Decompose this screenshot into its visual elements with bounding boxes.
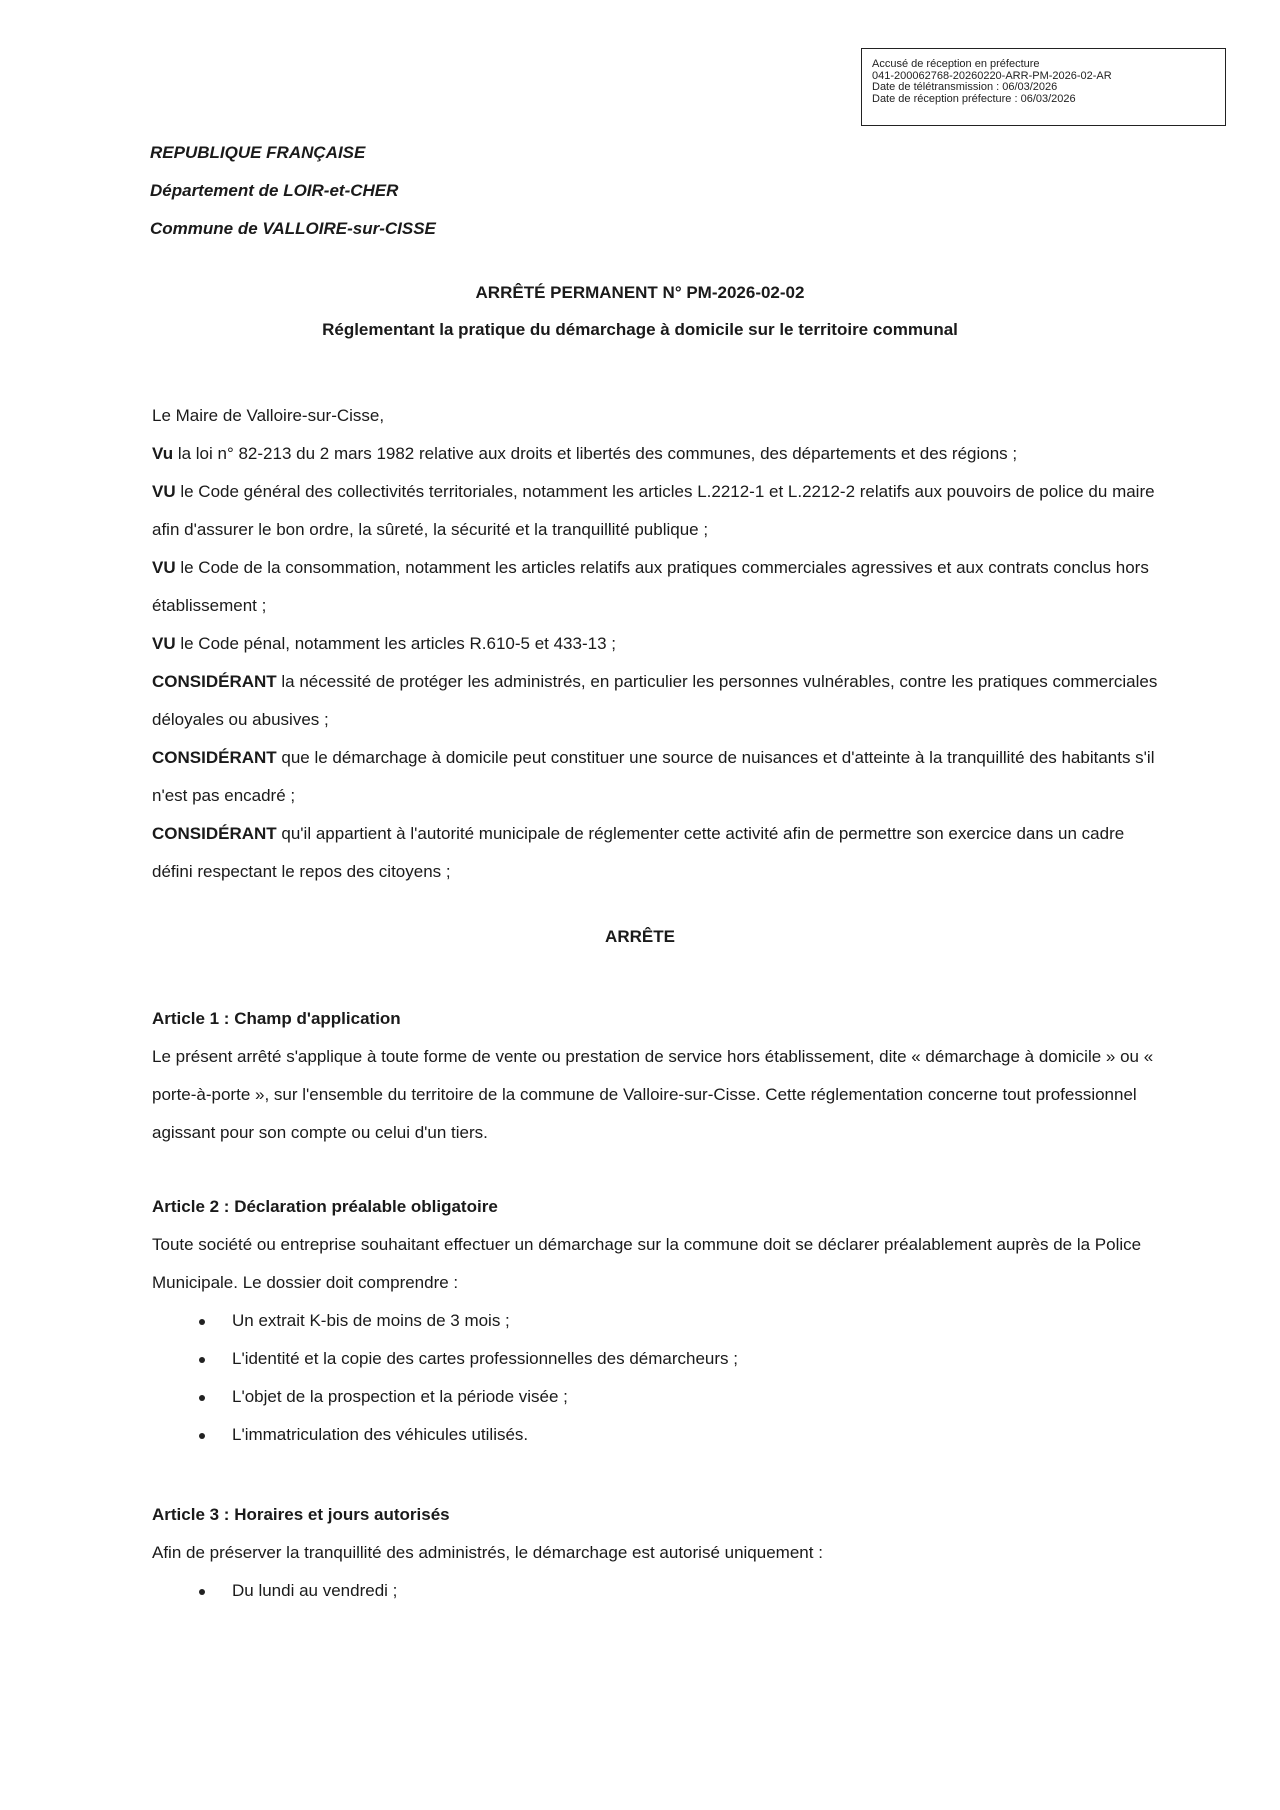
list-item [152,1378,1162,1416]
preamble-text: que le démarchage à domicile peut constituer une source de nuisances et d'atteinte à la tranquillité des habitants s'il n'est pas encadré ; [152,748,1155,805]
preamble [152,397,1162,891]
department-label: Département de LOIR-et-CHER [150,181,399,200]
preamble-keyword: CONSIDÉRANT [152,748,277,767]
preamble-keyword: CONSIDÉRANT [152,824,277,843]
preamble-text: la loi n° 82-213 du 2 mars 1982 relative aux droits et libertés des communes, des départements et des régions ; [173,444,1018,463]
prefecture-receipt-stamp [861,48,1226,126]
preamble-text: le Code de la consommation, notamment les articles relatifs aux pratiques commerciales agressives et aux contrats conclus hors établissement ; [152,558,1149,615]
list-item-text: L'objet de la prospection et la période visée ; [232,1387,568,1406]
preamble-item [152,625,1162,663]
bullet-icon [199,1357,205,1363]
stamp-line-title: Accusé de réception en préfecture [872,58,1040,70]
list-item [152,1302,1162,1340]
preamble-item [152,739,1162,815]
list-item [152,1572,1162,1610]
list-item [152,1416,1162,1454]
decree-subtitle: Réglementant la pratique du démarchage à domicile sur le territoire communal [322,320,958,339]
preamble-keyword: CONSIDÉRANT [152,672,277,691]
preamble-keyword: VU [152,634,176,653]
stamp-line-transmission-date: Date de télétransmission : 06/03/2026 [872,81,1058,93]
article-2 [152,1188,1162,1454]
preamble-text: le Code général des collectivités territoriales, notamment les articles L.2212-1 et L.2212-2 relatifs aux pouvoirs de police du maire afin d'assurer le bon ordre, la sûreté, la sécurité et la tranquillité publique ; [152,482,1155,539]
article-3-heading: Article 3 : Horaires et jours autorisés [152,1505,450,1524]
article-1-heading: Article 1 : Champ d'application [152,1009,401,1028]
list-item-text: Du lundi au vendredi ; [232,1581,398,1600]
bullet-icon [199,1589,205,1595]
document-header [150,134,436,248]
preamble-item [152,663,1162,739]
article-3 [152,1496,1162,1610]
stamp-line-reference: 041-200062768-20260220-ARR-PM-2026-02-AR [872,69,1112,82]
list-item-text: L'immatriculation des véhicules utilisés. [232,1425,529,1444]
republic-label: REPUBLIQUE FRANÇAISE [150,143,366,162]
article-1 [152,1000,1162,1152]
bullet-icon [199,1395,205,1401]
bullet-icon [199,1433,205,1439]
decree-heading: ARRÊTE [605,927,675,946]
article-2-text: Toute société ou entreprise souhaitant effectuer un démarchage sur la commune doit se déclarer préalablement auprès de la Police Municipale. Le dossier doit comprendre : [152,1235,1142,1292]
article-3-list [152,1572,1162,1610]
article-2-list [152,1302,1162,1454]
article-1-text: Le présent arrêté s'applique à toute forme de vente ou prestation de service hors établissement, dite « démarchage à domicile » ou « porte-à-porte », sur l'ensemble du territoire de la commune de Valloire-sur-Cisse. Cette réglementation concerne tout professionnel agissant pour son compte ou celui d'un tiers. [152,1047,1154,1142]
article-3-text: Afin de préserver la tranquillité des administrés, le démarchage est autorisé uniquement : [152,1543,823,1562]
preamble-keyword: Vu [152,444,174,463]
preamble-item [152,549,1162,625]
preamble-text: la nécessité de protéger les administrés, en particulier les personnes vulnérables, contre les pratiques commerciales déloyales ou abusives ; [152,672,1158,729]
preamble-keyword: VU [152,482,176,501]
preamble-item [152,435,1162,473]
preamble-item [152,473,1162,549]
stamp-line-reception-date: Date de réception préfecture : 06/03/2026 [872,92,1076,105]
preamble-item [152,815,1162,891]
preamble-text: qu'il appartient à l'autorité municipale de réglementer cette activité afin de permettre son exercice dans un cadre défini respectant le repos des citoyens ; [152,824,1125,881]
decree-title: ARRÊTÉ PERMANENT N° PM-2026-02-02 [475,283,805,302]
commune-label: Commune de VALLOIRE-sur-CISSE [150,219,436,238]
list-item-text: Un extrait K-bis de moins de 3 mois ; [232,1311,510,1330]
preamble-intro: Le Maire de Valloire-sur-Cisse, [152,406,385,425]
preamble-keyword: VU [152,558,176,577]
list-item-text: L'identité et la copie des cartes professionnelles des démarcheurs ; [232,1349,738,1368]
list-item [152,1340,1162,1378]
bullet-icon [199,1319,205,1325]
article-2-heading: Article 2 : Déclaration préalable obligatoire [152,1197,498,1216]
preamble-text: le Code pénal, notamment les articles R.610-5 et 433-13 ; [175,634,616,653]
